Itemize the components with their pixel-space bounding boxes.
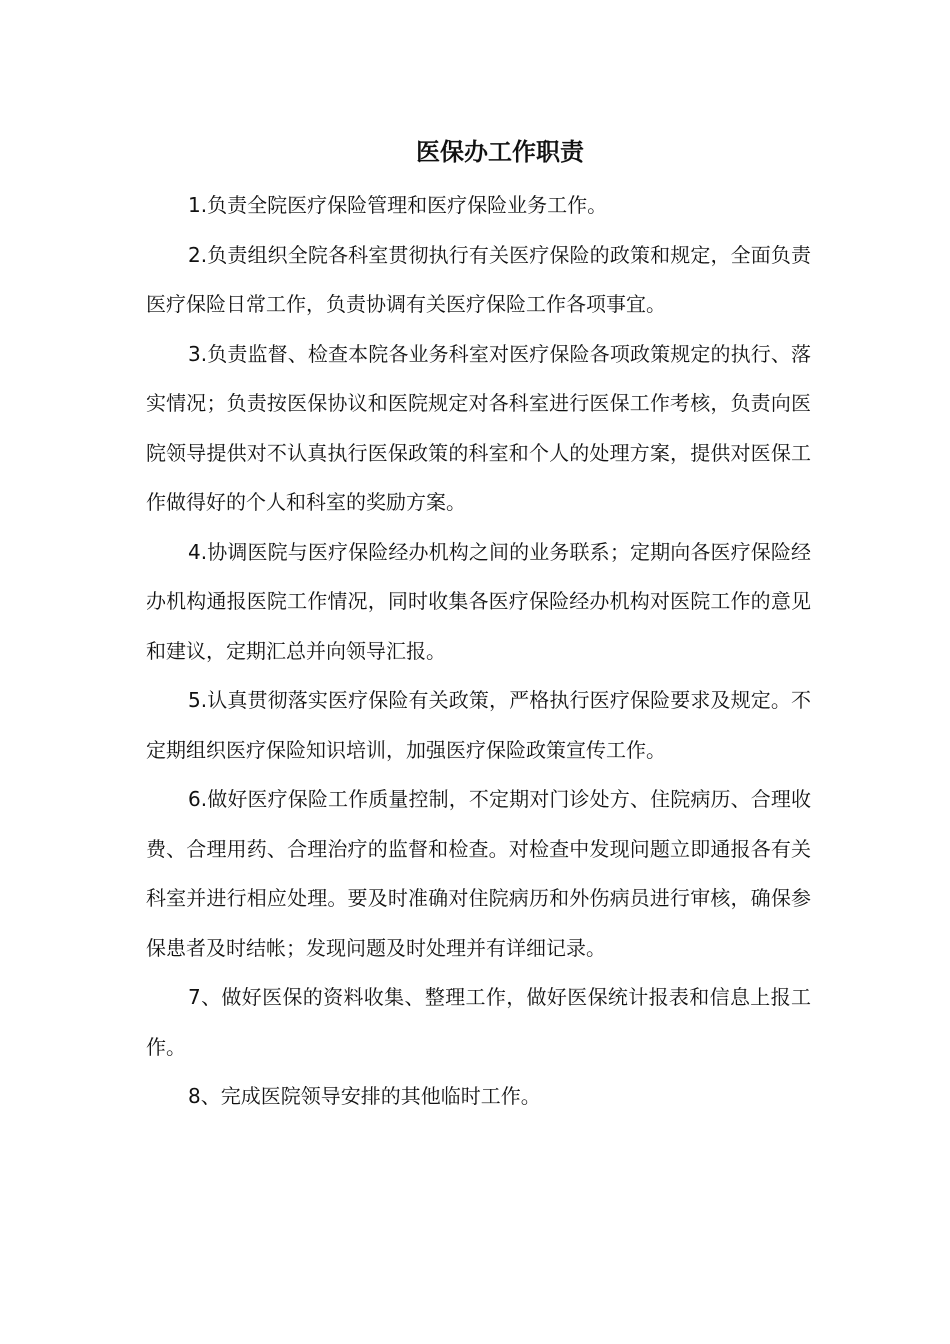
document-title: 医保办工作职责 <box>416 138 584 166</box>
paragraph-3: 3.负责监督、检查本院各业务科室对医疗保险各项政策规定的执行、落实情况；负责按医保协议和医院规定对各科室进行医保工作考核，负责向医院领导提供对不认真执行医保政策的科室和个人的处理方案，提供对医保工作做得好的个人和科室的奖励方案。 <box>146 341 811 514</box>
paragraph-5: 5.认真贯彻落实医疗保险有关政策，严格执行医疗保险要求及规定。不定期组织医疗保险知识培训，加强医疗保险政策宣传工作。 <box>146 688 811 762</box>
paragraph-7: 7、做好医保的资料收集、整理工作，做好医保统计报表和信息上报工作。 <box>146 985 811 1059</box>
paragraph-2: 2.负责组织全院各科室贯彻执行有关医疗保险的政策和规定，全面负责医疗保险日常工作，负责协调有关医疗保险工作各项事宜。 <box>146 242 811 316</box>
paragraph-1: 1.负责全院医疗保险管理和医疗保险业务工作。 <box>188 193 608 217</box>
paragraph-6: 6.做好医疗保险工作质量控制，不定期对门诊处方、住院病历、合理收费、合理用药、合理治疗的监督和检查。对检查中发现问题立即通报各有关科室并进行相应处理。要及时准确对住院病历和外伤病员进行审核，确保参保患者及时结帐；发现问题及时处理并有详细记录。 <box>146 787 811 960</box>
paragraph-8: 8、完成医院领导安排的其他临时工作。 <box>188 1084 541 1108</box>
paragraph-4: 4.协调医院与医疗保险经办机构之间的业务联系；定期向各医疗保险经办机构通报医院工作情况，同时收集各医疗保险经办机构对医院工作的意见和建议，定期汇总并向领导汇报。 <box>146 539 811 663</box>
document-body <box>146 181 811 1122</box>
